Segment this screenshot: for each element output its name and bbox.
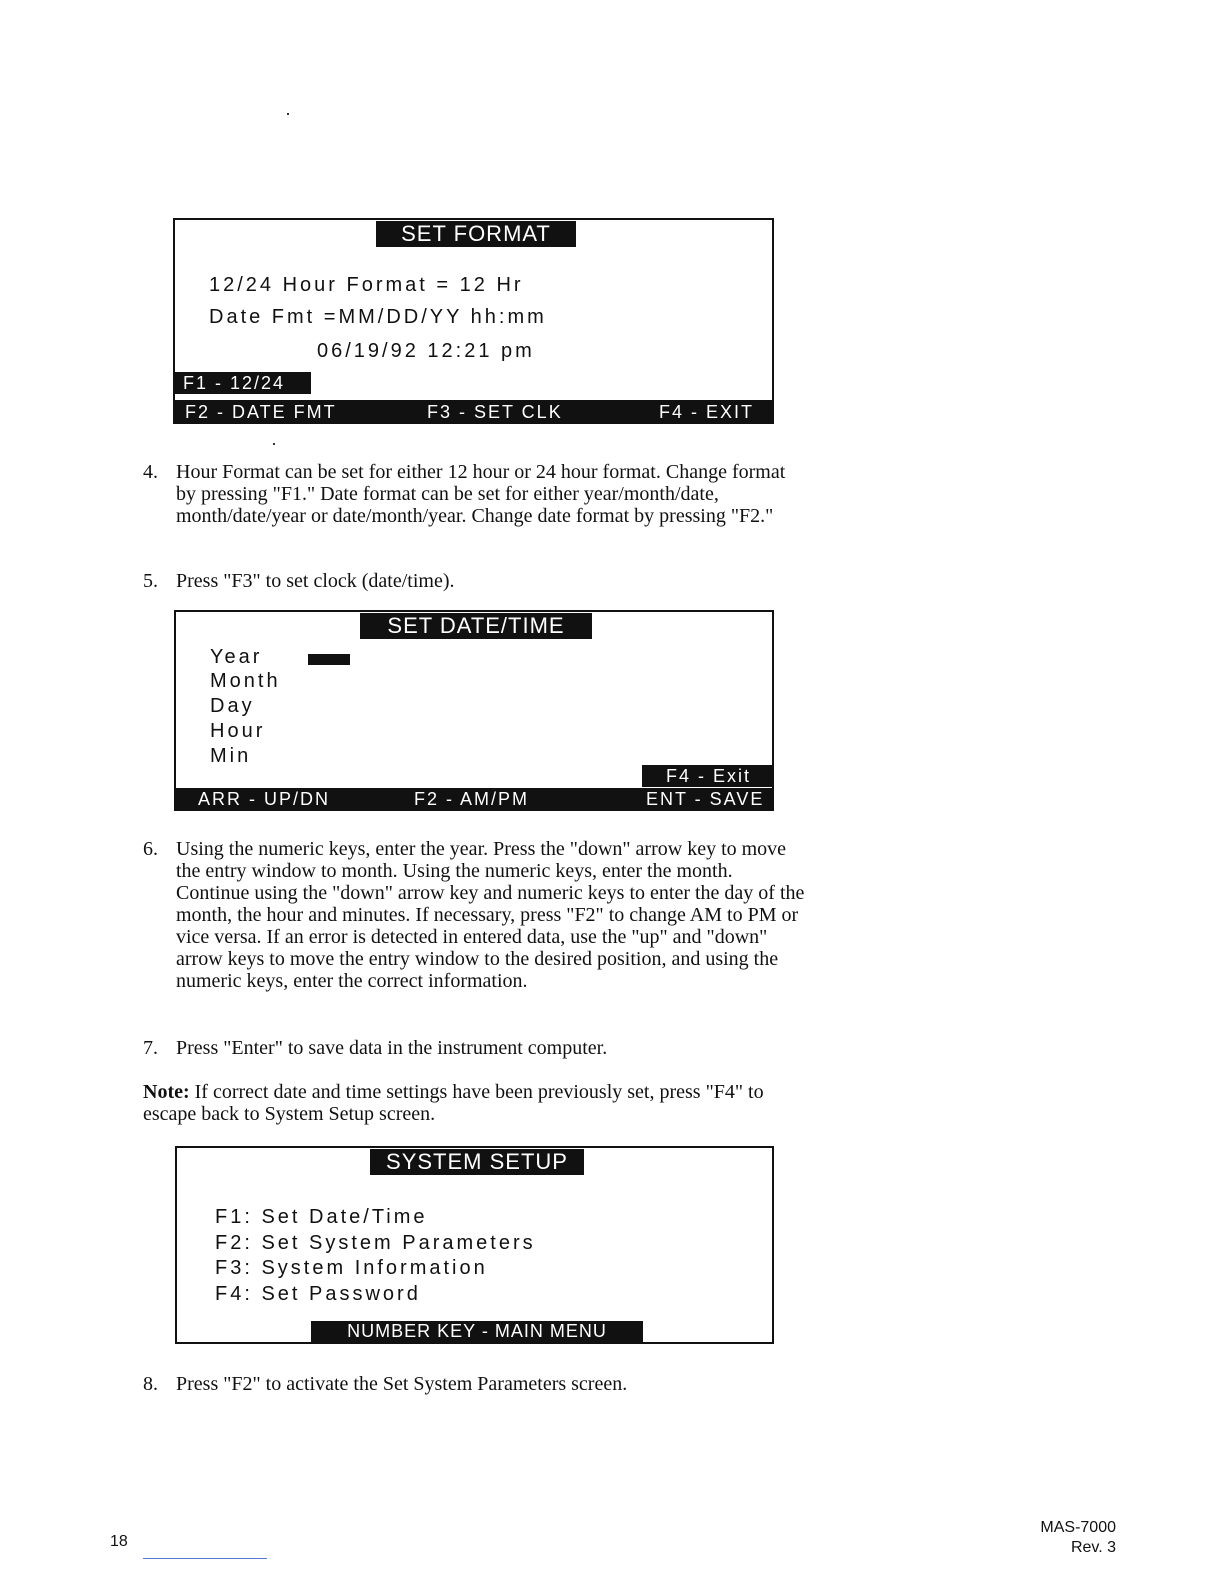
speck [273, 443, 275, 445]
step-number: 8. [143, 1373, 158, 1395]
step-number: 5. [143, 570, 158, 592]
system-setup-title: SYSTEM SETUP [370, 1149, 584, 1175]
revision: Rev. 3 [1070, 1539, 1116, 1556]
ent-save-key-label[interactable]: ENT - SAVE [646, 789, 765, 809]
step-4-text: Hour Format can be set for either 12 hour or 24 hour format. Change format by pressing "F1." Date format can be set for either year/month/date, month/date/year or date/month/year. Change date format by pressing "F2." [176, 461, 786, 527]
step-8-text: Press "F2" to activate the Set System Parameters screen. [176, 1373, 628, 1395]
menu-item-set-system-parameters[interactable]: F2: Set System Parameters [215, 1232, 536, 1254]
entry-cursor[interactable] [308, 654, 350, 665]
hour-format-line: 12/24 Hour Format = 12 Hr [209, 274, 524, 296]
menu-item-system-information[interactable]: F3: System Information [215, 1257, 488, 1279]
f2-ampm-key-label[interactable]: F2 - AM/PM [414, 789, 530, 809]
field-year: Year [210, 646, 263, 668]
field-month: Month [210, 670, 281, 692]
page-number: 18 [110, 1533, 128, 1550]
number-key-main-menu-bar[interactable]: NUMBER KEY - MAIN MENU [311, 1321, 643, 1342]
set-format-title: SET FORMAT [376, 221, 576, 247]
f4-key-label[interactable]: F4 - EXIT [659, 402, 755, 422]
field-day: Day [210, 695, 255, 717]
menu-item-set-password[interactable]: F4: Set Password [215, 1283, 421, 1305]
f3-key-label[interactable]: F3 - SET CLK [427, 402, 563, 422]
f1-key-label[interactable]: F1 - 12/24 [175, 372, 311, 394]
note-text: If correct date and time settings have been previously set, press "F4" to escape back to System Setup screen. [143, 1081, 764, 1125]
set-format-screen [173, 218, 774, 424]
function-key-bar [175, 400, 772, 424]
document-id: MAS-7000 [1040, 1519, 1116, 1536]
set-datetime-screen [174, 610, 774, 811]
field-hour: Hour [210, 720, 266, 742]
function-key-bar [176, 788, 772, 810]
note-label: Note: [143, 1081, 190, 1103]
footer-rule [143, 1558, 267, 1559]
step-7-text: Press "Enter" to save data in the instrument computer. [176, 1037, 608, 1059]
f2-key-label[interactable]: F2 - DATE FMT [185, 402, 337, 422]
arr-updn-key-label[interactable]: ARR - UP/DN [198, 789, 331, 809]
step-number: 4. [143, 461, 158, 483]
step-number: 6. [143, 838, 158, 860]
current-datetime-line: 06/19/92 12:21 pm [317, 340, 535, 362]
system-setup-screen [175, 1146, 774, 1344]
field-min: Min [210, 745, 252, 767]
menu-item-set-datetime[interactable]: F1: Set Date/Time [215, 1206, 428, 1228]
speck [287, 113, 289, 115]
date-format-line: Date Fmt =MM/DD/YY hh:mm [209, 306, 547, 328]
set-datetime-title: SET DATE/TIME [360, 613, 592, 639]
step-5-text: Press "F3" to set clock (date/time). [176, 570, 455, 592]
f4-exit-key-label[interactable]: F4 - Exit [642, 765, 772, 787]
step-number: 7. [143, 1037, 158, 1059]
note-paragraph [143, 1081, 808, 1125]
step-6-text: Using the numeric keys, enter the year. Press the "down" arrow key to move the entry window to month. Using the numeric keys, enter the month. Continue using the "down" arrow key and numeric keys to enter the day of the month, the hour and minutes. If necessary, press "F2" to change AM to PM or vice versa. If an error is detected in entered data, use the "up" and "down" arrow keys to move the entry window to the desired position, and using the numeric keys, enter the correct information. [176, 838, 805, 992]
